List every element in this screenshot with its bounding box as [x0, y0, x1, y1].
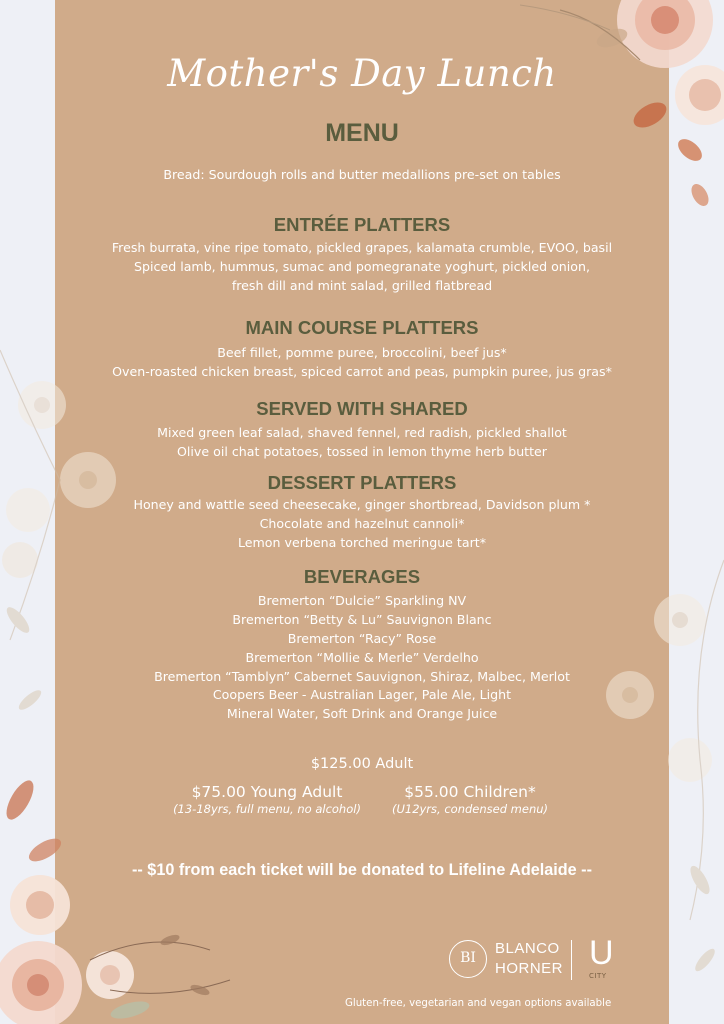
menu-content	[55, 0, 669, 1024]
young-adult-note: (13-18yrs, full menu, no alcohol)	[173, 802, 361, 816]
main-line: Beef fillet, pomme puree, broccolini, beef jus*	[217, 345, 507, 360]
entree-section-title: ENTRÉE PLATTERS	[273, 214, 451, 235]
blanco-horner-ucity-logo	[449, 934, 629, 986]
dessert-section-title: DESSERT PLATTERS	[267, 472, 457, 493]
bh-monogram: BI	[449, 940, 487, 978]
adult-price: $125.00 Adult	[310, 756, 414, 772]
beverage-line: Mineral Water, Soft Drink and Orange Juice	[226, 706, 498, 721]
beverage-line: Bremerton “Mollie & Merle” Verdelho	[245, 650, 479, 665]
entree-line: Spiced lamb, hummus, sumac and pomegranate yoghurt, pickled onion,	[134, 259, 590, 274]
logo-city: CITY	[589, 972, 607, 980]
beverage-line: Bremerton “Tamblyn” Cabernet Sauvignon, Shiraz, Malbec, Merlot	[154, 669, 570, 684]
beverage-line: Bremerton “Dulcie” Sparkling NV	[257, 593, 467, 608]
entree-line: Fresh burrata, vine ripe tomato, pickled grapes, kalamata crumble, EVOO, basil	[111, 240, 613, 255]
beverage-line: Coopers Beer - Australian Lager, Pale Ale, Light	[212, 687, 512, 702]
dietary-footer-note: Gluten-free, vegetarian and vegan options available	[345, 998, 612, 1009]
children-price: $55.00 Children*	[404, 783, 536, 801]
young-adult-price-block	[167, 782, 367, 816]
logo-text-horner: HORNER	[495, 960, 564, 977]
dessert-line: Honey and wattle seed cheesecake, ginger shortbread, Davidson plum *	[133, 497, 591, 512]
children-price-block	[385, 782, 555, 816]
logo-text-blanco: BLANCO	[495, 940, 560, 957]
dessert-line: Chocolate and hazelnut cannoli*	[259, 516, 465, 531]
menu-heading: MENU	[325, 119, 399, 147]
logo-divider	[571, 940, 572, 980]
shared-line: Olive oil chat potatoes, tossed in lemon thyme herb butter	[177, 444, 547, 459]
dessert-line: Lemon verbena torched meringue tart*	[238, 535, 486, 550]
bread-line: Bread: Sourdough rolls and butter medallions pre-set on tables	[163, 167, 561, 182]
main-line: Oven-roasted chicken breast, spiced carrot and peas, pumpkin puree, jus gras*	[112, 364, 612, 379]
beverages-section-title: BEVERAGES	[303, 566, 421, 587]
main-section-title: MAIN COURSE PLATTERS	[245, 317, 479, 338]
donation-banner: -- $10 from each ticket will be donated to Lifeline Adelaide --	[132, 861, 592, 879]
shared-section-title: SERVED WITH SHARED	[256, 398, 468, 419]
beverage-line: Bremerton “Betty & Lu” Sauvignon Blanc	[232, 612, 492, 627]
logo-u: U	[589, 934, 614, 972]
young-adult-price: $75.00 Young Adult	[191, 783, 343, 801]
page-title: Mother's Day Lunch	[167, 52, 557, 95]
entree-line: fresh dill and mint salad, grilled flatbread	[231, 278, 493, 293]
shared-line: Mixed green leaf salad, shaved fennel, red radish, pickled shallot	[157, 425, 567, 440]
beverage-line: Bremerton “Racy” Rose	[287, 631, 437, 646]
children-note: (U12yrs, condensed menu)	[391, 802, 549, 816]
